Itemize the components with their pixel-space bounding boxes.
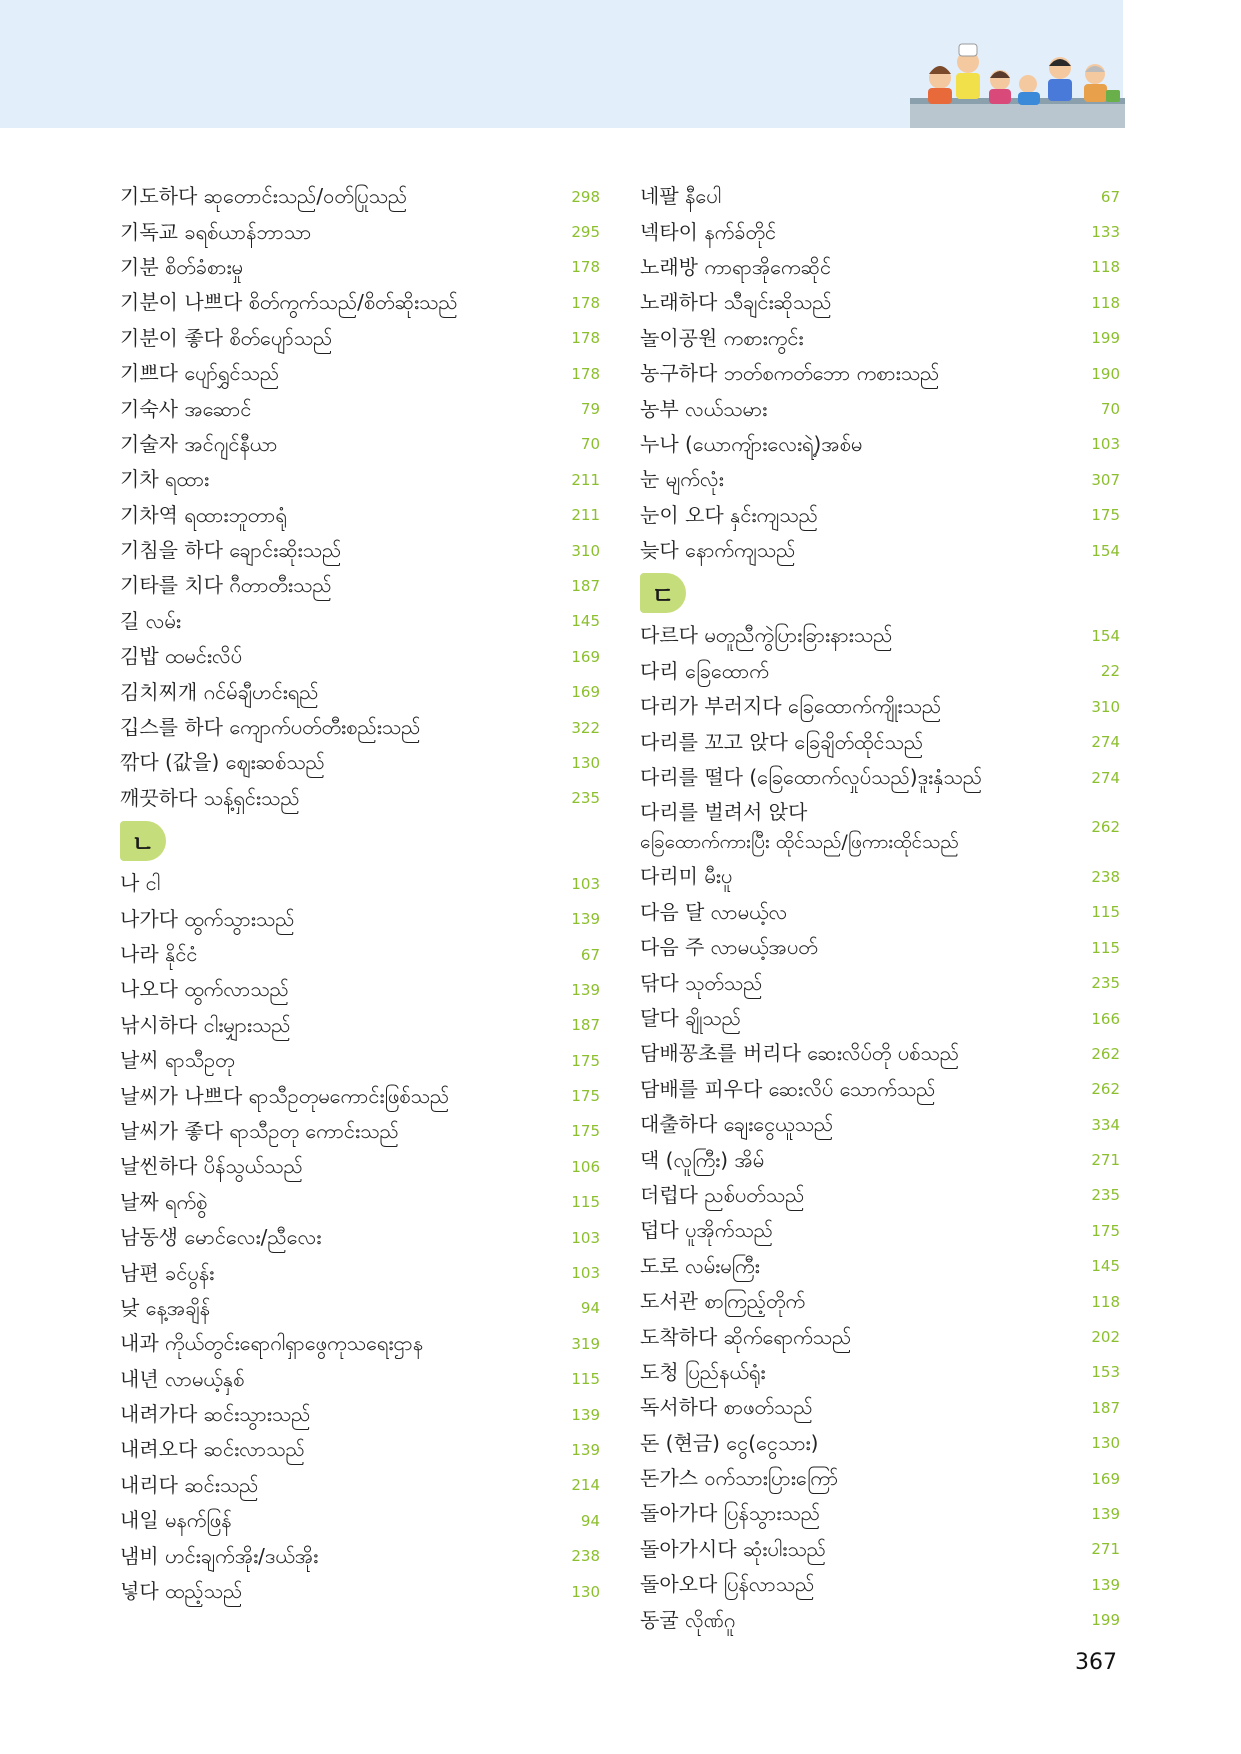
entry-term: 네팔 နီပေါ [640, 184, 722, 209]
entry-page: 310 [571, 541, 600, 560]
entry-page: 133 [1091, 223, 1120, 242]
entry-term: 늦다 နောက်ကျသည် [640, 538, 796, 563]
entry-page: 166 [1091, 1009, 1120, 1028]
entry-term: 도로 လမ်းမကြီး [640, 1253, 760, 1278]
entry-term: 기분 စိတ်ခံစားမှု [120, 254, 243, 279]
entry-term: 다리를 꼬고 앉다 ခြေချိတ်ထိုင်သည် [640, 729, 924, 754]
entry-term: 기도하다 ဆုတောင်းသည်/ဝတ်ပြုသည် [120, 184, 408, 209]
entry-page: 70 [580, 435, 600, 454]
entry-page: 274 [1091, 768, 1120, 787]
entry-term: 댁 (လူကြီး) အိမ် [640, 1147, 765, 1172]
index-entry [640, 654, 1120, 689]
entry-page: 298 [571, 187, 600, 206]
entry-page: 79 [580, 400, 600, 419]
entry-page: 262 [1091, 818, 1120, 837]
entry-term: 농부 လယ်သမား [640, 396, 768, 421]
entry-page: 115 [571, 1193, 600, 1212]
entry-page: 103 [571, 874, 600, 893]
index-entry [120, 1078, 600, 1113]
entry-page: 22 [1100, 662, 1120, 681]
index-entry [120, 1432, 600, 1467]
index-entry [120, 1362, 600, 1397]
left-column [120, 179, 600, 1609]
index-entry [120, 1291, 600, 1326]
section-header-digeut [640, 568, 1120, 618]
entry-term: 나오다 ထွက်လာသည် [120, 977, 289, 1002]
entry-term: 돈가스 ဝက်သားပြားကြော် [640, 1466, 839, 1491]
entry-term: 담배꽁초를 버리다 ဆေးလိပ်တို ပစ်သည် [640, 1041, 960, 1066]
entry-page: 235 [571, 789, 600, 808]
entry-term: 눈 မျက်လုံး [640, 467, 724, 492]
entry-page: 190 [1091, 364, 1120, 383]
entry-term: 도청 ပြည်နယ်ရုံး [640, 1359, 766, 1384]
entry-page: 187 [571, 576, 600, 595]
entry-page: 118 [1091, 1292, 1120, 1311]
index-entry [120, 745, 600, 780]
entry-page: 103 [571, 1228, 600, 1247]
entry-page: 130 [571, 1582, 600, 1601]
index-entry [120, 427, 600, 462]
entry-term: 눈이 오다 နှင်းကျသည် [640, 502, 818, 527]
entry-term: 다르다 မတူညီကွဲပြားခြားနားသည် [640, 623, 893, 648]
entry-page: 187 [1091, 1398, 1120, 1417]
entry-term: 기차 ရထား [120, 467, 210, 492]
index-entry [120, 462, 600, 497]
entry-page: 199 [1091, 1611, 1120, 1630]
index-entry [120, 1149, 600, 1184]
index-entry [640, 1602, 1120, 1637]
index-entry [120, 391, 600, 426]
index-entry [120, 937, 600, 972]
entry-term: 내려가다 ဆင်းသွားသည် [120, 1402, 311, 1427]
entry-term: 내과 ကိုယ်တွင်းရောဂါရှာဖွေကုသရေးဌာန [120, 1331, 424, 1356]
entry-page: 103 [1091, 435, 1120, 454]
entry-page: 153 [1091, 1363, 1120, 1382]
section-header-nieun [120, 816, 600, 866]
index-entry [640, 689, 1120, 724]
page-number: 367 [1075, 1650, 1117, 1675]
entry-page: 103 [571, 1264, 600, 1283]
entry-term: 길 လမ်း [120, 608, 181, 633]
entry-term: 노래하다 သီချင်းဆိုသည် [640, 290, 832, 315]
index-entry [120, 533, 600, 568]
index-entry [120, 1397, 600, 1432]
entry-term: 다리가 부러지다 ခြေထောက်ကျိုးသည် [640, 694, 942, 719]
entry-term: 낚시하다 ငါးမျှားသည် [120, 1012, 291, 1037]
entry-page: 115 [1091, 938, 1120, 957]
entry-page: 67 [1100, 187, 1120, 206]
entry-term: 나 ငါ [120, 871, 161, 896]
index-entry [640, 760, 1120, 795]
entry-page: 178 [571, 329, 600, 348]
index-entry [640, 795, 1120, 859]
entry-page: 115 [1091, 903, 1120, 922]
entry-term: 내려오다 ဆင်းလာသည် [120, 1437, 305, 1462]
entry-term: 돌아오다 ပြန်လာသည် [640, 1572, 815, 1597]
entry-page: 307 [1091, 470, 1120, 489]
index-entry [120, 674, 600, 709]
index-entry [120, 639, 600, 674]
entry-page: 169 [571, 683, 600, 702]
entry-page: 139 [571, 1405, 600, 1424]
entry-page: 238 [571, 1547, 600, 1566]
index-entry [120, 1538, 600, 1573]
entry-page: 175 [571, 1122, 600, 1141]
index-entry [640, 1107, 1120, 1142]
entry-page: 94 [580, 1511, 600, 1530]
entry-page: 175 [571, 1087, 600, 1106]
index-entry [640, 250, 1120, 285]
index-entry [120, 710, 600, 745]
entry-page: 139 [1091, 1504, 1120, 1523]
index-entry [120, 1220, 600, 1255]
entry-page: 274 [1091, 733, 1120, 752]
entry-term: 기침을 하다 ချောင်းဆိုးသည် [120, 538, 342, 563]
index-entry [640, 1249, 1120, 1284]
entry-term: 내일 မနက်ဖြန် [120, 1508, 232, 1533]
index-entry [640, 533, 1120, 568]
entry-term: 다음 달 လာမယ့်လ [640, 899, 788, 924]
entry-page: 130 [571, 753, 600, 772]
entry-page: 169 [1091, 1469, 1120, 1488]
index-entry [120, 1574, 600, 1609]
index-entry [120, 604, 600, 639]
entry-page: 199 [1091, 329, 1120, 348]
index-entry [640, 179, 1120, 214]
entry-term: 내리다 ဆင်းသည် [120, 1472, 259, 1497]
entry-term: 날씨가 나쁘다 ရာသီဥတုမကောင်းဖြစ်သည် [120, 1083, 450, 1108]
index-entry [640, 1001, 1120, 1036]
index-entry [120, 1503, 600, 1538]
index-entry [640, 462, 1120, 497]
entry-term: 다리를 떨다 (ခြေထောက်လှုပ်သည်)ဒူးနှံသည် [640, 765, 983, 790]
entry-term: 농구하다 ဘတ်စကတ်ဘော ကစားသည် [640, 361, 940, 386]
index-entry [120, 1008, 600, 1043]
entry-term: 기타를 치다 ဂီတာတီးသည် [120, 573, 332, 598]
entry-term: 기쁘다 ပျော်ရွှင်သည် [120, 361, 280, 386]
entry-page: 139 [571, 1440, 600, 1459]
index-entry [120, 781, 600, 816]
index-entry [640, 1390, 1120, 1425]
index-entry [640, 285, 1120, 320]
entry-term: 다리미 မီးပူ [640, 864, 733, 889]
index-entry [120, 1326, 600, 1361]
entry-term-line2: ခြေထောက်ကားပြီး ထိုင်သည်/ဖြကားထိုင်သည် [640, 831, 959, 854]
index-entry [640, 1213, 1120, 1248]
entry-term: 기독교 ခရစ်ယာန်ဘာသာ [120, 219, 312, 244]
entry-term: 남편 ခင်ပွန်း [120, 1260, 215, 1285]
index-entry [640, 1284, 1120, 1319]
entry-term: 닦다 သုတ်သည် [640, 970, 763, 995]
index-entry [640, 214, 1120, 249]
entry-page: 67 [580, 945, 600, 964]
entry-term: 기분이 나쁘다 စိတ်ကွက်သည်/စိတ်ဆိုးသည် [120, 290, 458, 315]
index-entry [640, 1567, 1120, 1602]
entry-page: 262 [1091, 1080, 1120, 1099]
index-entry [640, 1461, 1120, 1496]
entry-term: 기차역 ရထားဘူတာရုံ [120, 502, 287, 527]
entry-page: 322 [571, 718, 600, 737]
index-entry [640, 965, 1120, 1000]
entry-term: 도서관 စာကြည့်တိုက် [640, 1289, 806, 1314]
entry-term: 달다 ချိုသည် [640, 1006, 741, 1030]
entry-term: 기숙사 အဆောင် [120, 396, 252, 421]
index-entry [640, 356, 1120, 391]
entry-term: 돌아가다 ပြန်သွားသည် [640, 1501, 821, 1526]
index-entry [120, 1114, 600, 1149]
entry-term [640, 797, 959, 857]
entry-page: 139 [1091, 1575, 1120, 1594]
entry-page: 154 [1091, 541, 1120, 560]
entry-term: 김치찌개 ဂင်မ်ချီဟင်းရည် [120, 679, 319, 704]
entry-page: 70 [1100, 400, 1120, 419]
index-entry [640, 321, 1120, 356]
index-entry [120, 321, 600, 356]
entry-page: 130 [1091, 1434, 1120, 1453]
index-entry [640, 391, 1120, 426]
entry-page: 145 [1091, 1257, 1120, 1276]
entry-term: 날씬하다 ပိန်သွယ်သည် [120, 1154, 303, 1179]
index-entry [640, 427, 1120, 462]
index-entry [120, 1185, 600, 1220]
index-entry [120, 1255, 600, 1290]
index-entry [120, 179, 600, 214]
entry-term: 나라 နိုင်ငံ [120, 942, 198, 966]
entry-page: 118 [1091, 258, 1120, 277]
entry-term: 동굴 လိုဏ်ဂူ [640, 1607, 736, 1632]
index-entry [640, 1178, 1120, 1213]
index-entry [640, 1426, 1120, 1461]
index-entry [640, 1142, 1120, 1177]
index-entry [640, 1036, 1120, 1071]
entry-term: 다음 주 လာမယ့်အပတ် [640, 935, 818, 960]
index-entry [120, 568, 600, 603]
entry-page: 154 [1091, 626, 1120, 645]
index-entry [640, 1319, 1120, 1354]
index-entry [120, 866, 600, 901]
entry-page: 295 [571, 223, 600, 242]
index-entry [640, 1496, 1120, 1531]
index-entry [640, 724, 1120, 759]
entry-page: 211 [571, 470, 600, 489]
index-entry [120, 972, 600, 1007]
index-entry [120, 356, 600, 391]
people-illustration [910, 40, 1125, 128]
entry-term-line1: 다리를 벌려서 앉다 [640, 800, 808, 825]
entry-page: 238 [1091, 867, 1120, 886]
entry-page: 310 [1091, 697, 1120, 716]
entry-term: 독서하다 စာဖတ်သည် [640, 1395, 813, 1420]
index-entry [640, 498, 1120, 533]
entry-page: 118 [1091, 293, 1120, 312]
index-entry [640, 859, 1120, 894]
entry-term: 김밥 ထမင်းလိပ် [120, 644, 243, 669]
entry-page: 271 [1091, 1540, 1120, 1559]
entry-page: 202 [1091, 1328, 1120, 1347]
entry-term: 누나 (ယောကျ်ားလေးရဲ့)အစ်မ [640, 431, 863, 456]
index-entry [120, 214, 600, 249]
section-badge: ㄴ [120, 821, 166, 861]
index-entry [120, 1043, 600, 1078]
index-entry [640, 1532, 1120, 1567]
entry-term: 내년 လာမယ့်နှစ် [120, 1366, 245, 1391]
entry-page: 169 [571, 647, 600, 666]
entry-page: 178 [571, 293, 600, 312]
entry-page: 178 [571, 258, 600, 277]
right-column [640, 179, 1120, 1638]
entry-page: 106 [571, 1157, 600, 1176]
entry-term: 대출하다 ချေးငွေယူသည် [640, 1112, 834, 1137]
index-entry [120, 498, 600, 533]
entry-page: 178 [571, 364, 600, 383]
entry-page: 175 [1091, 506, 1120, 525]
entry-term: 돈 (현금) ငွေ(ငွေသား) [640, 1430, 819, 1455]
entry-term: 넣다 ထည့်သည် [120, 1579, 243, 1604]
entry-term: 남동생 မောင်လေး/ညီလေး [120, 1225, 322, 1250]
entry-term: 놀이공원 ကစားကွင်း [640, 325, 804, 350]
entry-term: 담배를 피우다 ဆေးလိပ် သောက်သည် [640, 1076, 936, 1101]
entry-term: 도착하다 ဆိုက်ရောက်သည် [640, 1324, 852, 1349]
entry-term: 넥타이 နက်ခ်တိုင် [640, 219, 777, 244]
entry-term: 돌아가시다 ဆုံးပါးသည် [640, 1536, 826, 1561]
entry-term: 노래방 ကာရာအိုကေဆိုင် [640, 254, 832, 279]
entry-term: 더럽다 ညစ်ပတ်သည် [640, 1182, 805, 1207]
entry-page: 175 [571, 1051, 600, 1070]
entry-term: 날씨가 좋다 ရာသီဥတု ကောင်းသည် [120, 1118, 399, 1143]
entry-page: 115 [571, 1370, 600, 1389]
index-entry [640, 1355, 1120, 1390]
entry-page: 235 [1091, 974, 1120, 993]
index-entry [640, 618, 1120, 653]
section-badge: ㄷ [640, 573, 686, 613]
entry-term: 깨끗하다 သန့်ရှင်းသည် [120, 785, 300, 810]
entry-page: 94 [580, 1299, 600, 1318]
entry-page: 211 [571, 506, 600, 525]
entry-term: 깎다 (값을) ဈေးဆစ်သည် [120, 750, 325, 775]
entry-term: 날짜 ရက်စွဲ [120, 1189, 208, 1214]
entry-term: 나가다 ထွက်သွားသည် [120, 906, 295, 931]
entry-page: 187 [571, 1016, 600, 1035]
entry-page: 214 [571, 1476, 600, 1495]
entry-term: 날씨 ရာသီဥတု [120, 1048, 235, 1073]
index-entry [640, 1072, 1120, 1107]
entry-page: 334 [1091, 1115, 1120, 1134]
entry-page: 139 [571, 980, 600, 999]
entry-page: 319 [571, 1334, 600, 1353]
index-entry [640, 930, 1120, 965]
entry-term: 깁스를 하다 ကျောက်ပတ်တီးစည်းသည် [120, 715, 421, 740]
index-entry [120, 285, 600, 320]
entry-term: 기분이 좋다 စိတ်ပျော်သည် [120, 325, 333, 350]
entry-page: 145 [571, 612, 600, 631]
entry-term: 냄비 ဟင်းချက်အိုး/ဒယ်အိုး [120, 1543, 319, 1568]
index-entry [120, 901, 600, 936]
index-entry [640, 895, 1120, 930]
index-entry [120, 1468, 600, 1503]
entry-page: 262 [1091, 1044, 1120, 1063]
entry-term: 기술자 အင်ဂျင်နီယာ [120, 431, 278, 456]
entry-term: 다리 ခြေထောက် [640, 658, 769, 683]
index-entry [120, 250, 600, 285]
entry-term: 낮 နေ့အချိန် [120, 1295, 211, 1320]
entry-term: 덥다 ပူအိုက်သည် [640, 1218, 774, 1243]
entry-page: 139 [571, 910, 600, 929]
entry-page: 175 [1091, 1221, 1120, 1240]
entry-page: 271 [1091, 1151, 1120, 1170]
entry-page: 235 [1091, 1186, 1120, 1205]
